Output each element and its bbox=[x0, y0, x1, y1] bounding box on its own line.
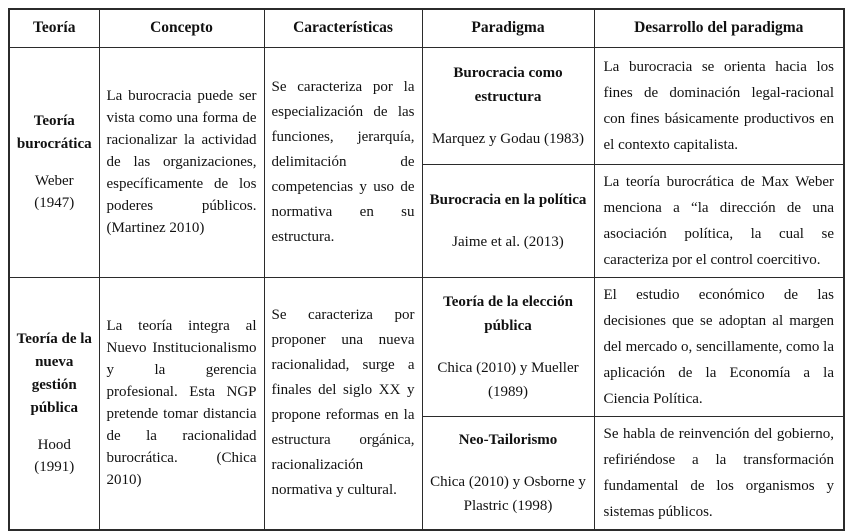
paradigm-cell-neo-tailorismo bbox=[422, 416, 594, 530]
concept-cell: La teoría integra al Nuevo Institucionalismo y la gerencia profesional. Esta NGP pretende tomar distancia de la racionalidad burocrática. (Chica 2010) bbox=[99, 277, 264, 530]
characteristics-cell: Se caracteriza por proponer una nueva racionalidad, surge a finales del siglo XX y propone reformas en la estructura orgánica, racionalización normativa y cultural. bbox=[264, 277, 422, 530]
header-teoria: Teoría bbox=[9, 9, 99, 47]
theory-name: Teoría burocrática bbox=[16, 113, 92, 152]
header-row bbox=[9, 9, 844, 47]
paradigm-cell-eleccion-publica bbox=[422, 277, 594, 416]
theory-year: (1991) bbox=[34, 459, 75, 476]
development-cell: La teoría burocrática de Max Weber menciona a “la dirección de una asociación política, la cual se caracteriza por el control coercitivo. bbox=[594, 164, 844, 277]
development-cell: Se habla de reinvención del gobierno, refiriéndose a la transformación fundamental de los organismos y sistemas públicos. bbox=[594, 416, 844, 530]
theory-comparison-table bbox=[8, 8, 845, 531]
paradigm-title: Burocracia en la política bbox=[429, 191, 587, 208]
table-row bbox=[9, 277, 844, 416]
theory-author: Hood bbox=[37, 437, 71, 454]
paradigm-citation: Marquez y Godau (1983) bbox=[431, 130, 585, 147]
paradigm-cell-burocracia-estructura bbox=[422, 47, 594, 164]
theory-cell-burocratica bbox=[9, 47, 99, 277]
header-paradigma: Paradigma bbox=[422, 9, 594, 47]
header-desarrollo: Desarrollo del paradigma bbox=[594, 9, 844, 47]
paradigm-citation: Chica (2010) y Mueller (1989) bbox=[437, 359, 579, 400]
theory-name: Teoría de la nueva gestión pública bbox=[16, 331, 92, 417]
theory-year: (1947) bbox=[34, 195, 75, 211]
concept-cell: La burocracia puede ser vista como una forma de racionalizar la actividad de las organizaciones, específicamente de los poderes públicos. (Martinez 2010) bbox=[99, 47, 264, 277]
theory-author: Weber bbox=[34, 173, 74, 189]
paradigm-cell-burocracia-politica bbox=[422, 164, 594, 277]
development-cell: El estudio económico de las decisiones que se adoptan al margen del mercado o, sencillamente, como la aplicación de la Economía a la Ciencia Política. bbox=[594, 277, 844, 416]
paradigm-title: Teoría de la elección pública bbox=[443, 293, 573, 334]
development-cell: La burocracia se orienta hacia los fines de dominación legal-racional con fines básicamente productivos en el contexto capitalista. bbox=[594, 47, 844, 164]
theory-cell-nueva-gestion bbox=[9, 277, 99, 530]
header-caracteristicas: Características bbox=[264, 9, 422, 47]
paradigm-citation: Chica (2010) y Osborne y Plastric (1998) bbox=[430, 473, 586, 514]
paradigm-title: Burocracia como estructura bbox=[453, 64, 563, 105]
paradigm-title: Neo-Tailorismo bbox=[458, 431, 558, 448]
characteristics-cell: Se caracteriza por la especialización de las funciones, jerarquía, delimitación de competencias y uso de normativa en su estructura. bbox=[264, 47, 422, 277]
paradigm-citation: Jaime et al. (2013) bbox=[452, 233, 564, 250]
header-concepto: Concepto bbox=[99, 9, 264, 47]
table-row bbox=[9, 47, 844, 164]
